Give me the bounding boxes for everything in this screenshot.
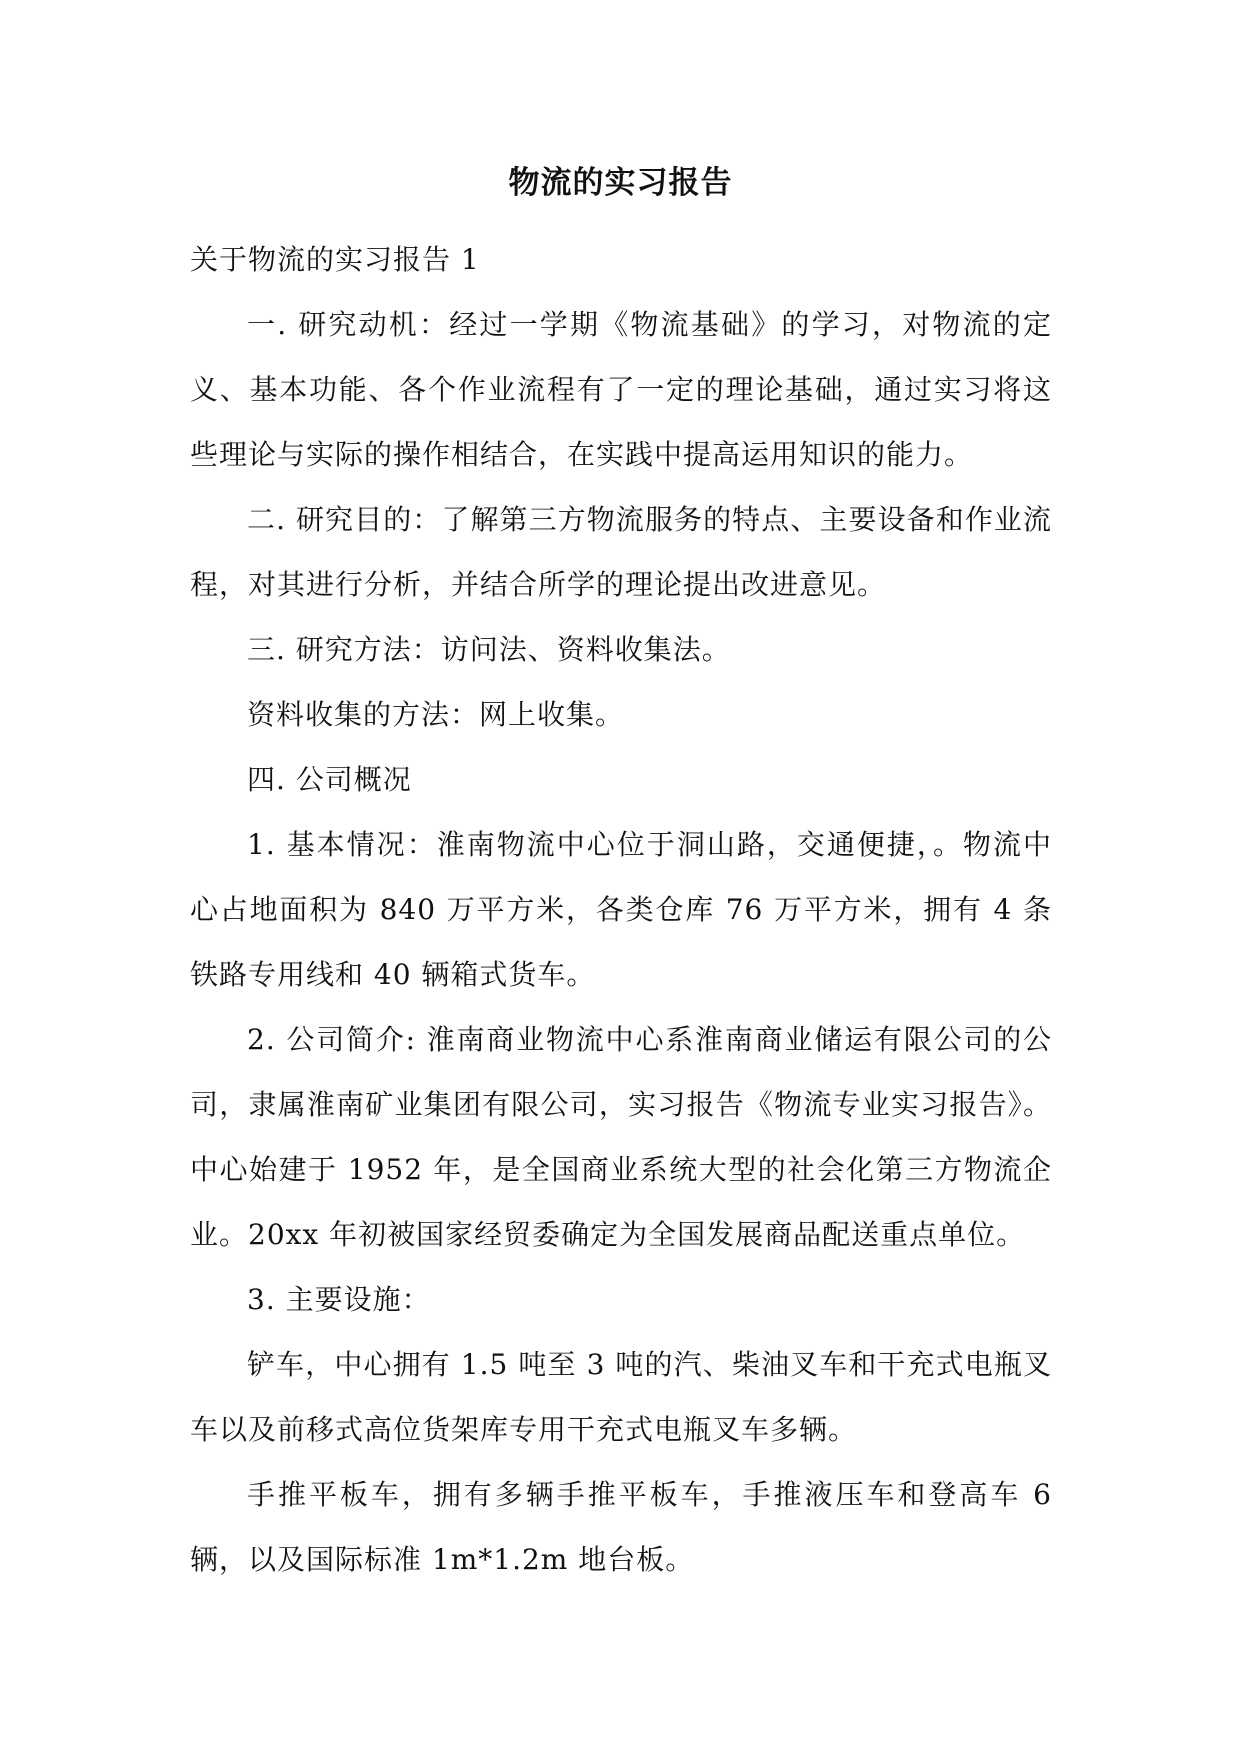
paragraph-research-method: 三. 研究方法：访问法、资料收集法。 bbox=[247, 633, 731, 666]
paragraph-main-facilities-heading: 3. 主要设施： bbox=[247, 1283, 431, 1316]
document-title: 物流的实习报告 bbox=[508, 165, 733, 201]
paragraph-forklifts: 铲车，中心拥有 1.5 吨至 3 吨的汽、柴油叉车和干充式电瓶叉车以及前移式高位货架库专用干充式电瓶叉车多辆。 bbox=[190, 1348, 1052, 1446]
document-body bbox=[190, 227, 1052, 1592]
report-subtitle: 关于物流的实习报告 1 bbox=[190, 243, 480, 276]
paragraph-research-motivation: 一. 研究动机：经过一学期《物流基础》的学习，对物流的定义、基本功能、各个作业流程有了一定的理论基础，通过实习将这些理论与实际的操作相结合，在实践中提高运用知识的能力。 bbox=[190, 308, 1052, 471]
paragraph-basic-situation: 1. 基本情况：淮南物流中心位于洞山路，交通便捷，。物流中心占地面积为 840 万平方米，各类仓库 76 万平方米，拥有 4 条铁路专用线和 40 辆箱式货车。 bbox=[190, 828, 1052, 991]
paragraph-research-purpose: 二. 研究目的：了解第三方物流服务的特点、主要设备和作业流程，对其进行分析，并结合所学的理论提出改进意见。 bbox=[190, 503, 1052, 601]
paragraph-hand-carts: 手推平板车，拥有多辆手推平板车，手推液压车和登高车 6 辆，以及国际标准 1m*1.2m 地台板。 bbox=[190, 1478, 1052, 1576]
paragraph-company-profile: 2. 公司简介: 淮南商业物流中心系淮南商业储运有限公司的公司，隶属淮南矿业集团有限公司，实习报告《物流专业实习报告》。中心始建于 1952 年，是全国商业系统大型的社会化第三方物流企业。20xx 年初被国家经贸委确定为全国发展商品配送重点单位。 bbox=[190, 1023, 1052, 1251]
section-heading-company-overview: 四. 公司概况 bbox=[247, 763, 412, 796]
paragraph-data-collection: 资料收集的方法：网上收集。 bbox=[247, 698, 625, 731]
